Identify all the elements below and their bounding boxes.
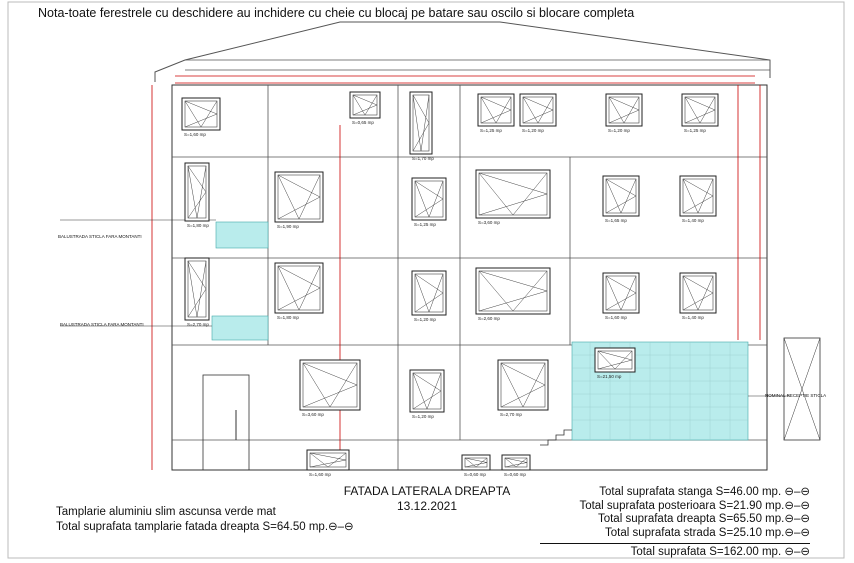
window-area-label: S=2,60 mp <box>478 316 500 321</box>
material-notes <box>56 505 354 535</box>
facade-total-note: Total suprafata tamplarie fatada dreapta S=64.50 mp.⊖–⊖ <box>56 521 354 533</box>
window-area-label: S=1,25 mp <box>684 128 706 133</box>
material-note: Tamplarie aluminiu slim ascunsa verde mat <box>56 506 276 518</box>
window-frame <box>603 176 639 216</box>
window-area-label: S=0,65 mp <box>352 120 374 125</box>
window-area-label: S=2,70 mp <box>500 412 522 417</box>
window-area-label: S=1,80 mp <box>187 223 209 228</box>
window-area-label: S=1,70 mp <box>412 156 434 161</box>
window-frame <box>185 258 209 320</box>
window-frame <box>350 92 380 118</box>
window-area-label: S=1,40 mp <box>682 315 704 320</box>
window-area-label: S=1,25 mp <box>480 128 502 133</box>
window-frame <box>680 273 716 313</box>
total-stanga: Total suprafata stanga S=46.00 mp. ⊖–⊖ <box>599 486 810 498</box>
window-area-label: S=2,70 mp <box>187 322 209 327</box>
window-frame <box>682 94 718 126</box>
window-area-label: S=1,20 mp <box>414 317 436 322</box>
window-frame <box>300 360 360 410</box>
total-final: Total suprafata S=162.00 mp. ⊖–⊖ <box>540 543 810 560</box>
window-frame <box>476 268 550 314</box>
balustrade-label-1: BALUSTRADA STICLA FARA MONTANTI <box>58 234 142 239</box>
drawing-title: FATADA LATERALA DREAPTA <box>343 484 511 498</box>
total-strada: Total suprafata strada S=25.10 mp.⊖–⊖ <box>605 526 810 539</box>
window-area-label: S=3,60 mp <box>478 220 500 225</box>
window-area-label: S=0,60 mp <box>464 472 486 477</box>
window-area-label: S=1,90 mp <box>277 224 299 229</box>
header-note: Nota-toate ferestrele cu deschidere au inchidere cu cheie cu blocaj pe batare sau oscilo si blocare completa <box>38 6 635 20</box>
right-label: NOMINAL RECEPTIE STICLA <box>765 393 827 398</box>
drawing-date: 13.12.2021 <box>396 499 458 513</box>
window-frame <box>410 370 444 412</box>
window-area-label: S=1,20 mp <box>608 128 630 133</box>
window-frame <box>182 98 220 130</box>
window-area-label: S=3,60 mp <box>302 412 324 417</box>
window-frame <box>520 94 556 126</box>
total-posterioara: Total suprafata posterioara S=21.90 mp.⊖–⊖ <box>579 499 810 512</box>
window-area-label: S=1,25 mp <box>414 222 436 227</box>
window-area-label: S=1,20 mp <box>412 414 434 419</box>
window-area-label: S=1,80 mp <box>277 315 299 320</box>
total-dreapta: Total suprafata dreapta S=65.50 mp.⊖–⊖ <box>597 513 810 525</box>
balustrade-label-2: BALUSTRADA STICLA FARA MONTANTI <box>60 322 144 327</box>
window-frame <box>476 170 550 218</box>
window-area-label: S=1,40 mp <box>682 218 704 223</box>
window-frame <box>680 176 716 216</box>
window-frame <box>275 172 323 222</box>
window-frame <box>185 163 209 221</box>
window-area-label: S=1,20 mp <box>522 128 544 133</box>
window-area-label: S=1,65 mp <box>605 218 627 223</box>
window-frame <box>275 263 323 313</box>
window-area-label: S=1,60 mp <box>605 315 627 320</box>
window-area-label: S=1,60 mp <box>184 132 206 137</box>
window-frame <box>498 360 548 410</box>
window-area-label: S=21,50 mp <box>597 374 622 379</box>
window-area-label: S=0,60 mp <box>504 472 526 477</box>
window-frame <box>478 94 514 126</box>
window-frame <box>603 273 639 313</box>
window-frame <box>606 94 642 126</box>
totals-block <box>540 486 810 560</box>
window-area-label: S=1,60 mp <box>309 472 331 477</box>
window-frame <box>412 178 446 220</box>
window-frame <box>412 271 446 315</box>
